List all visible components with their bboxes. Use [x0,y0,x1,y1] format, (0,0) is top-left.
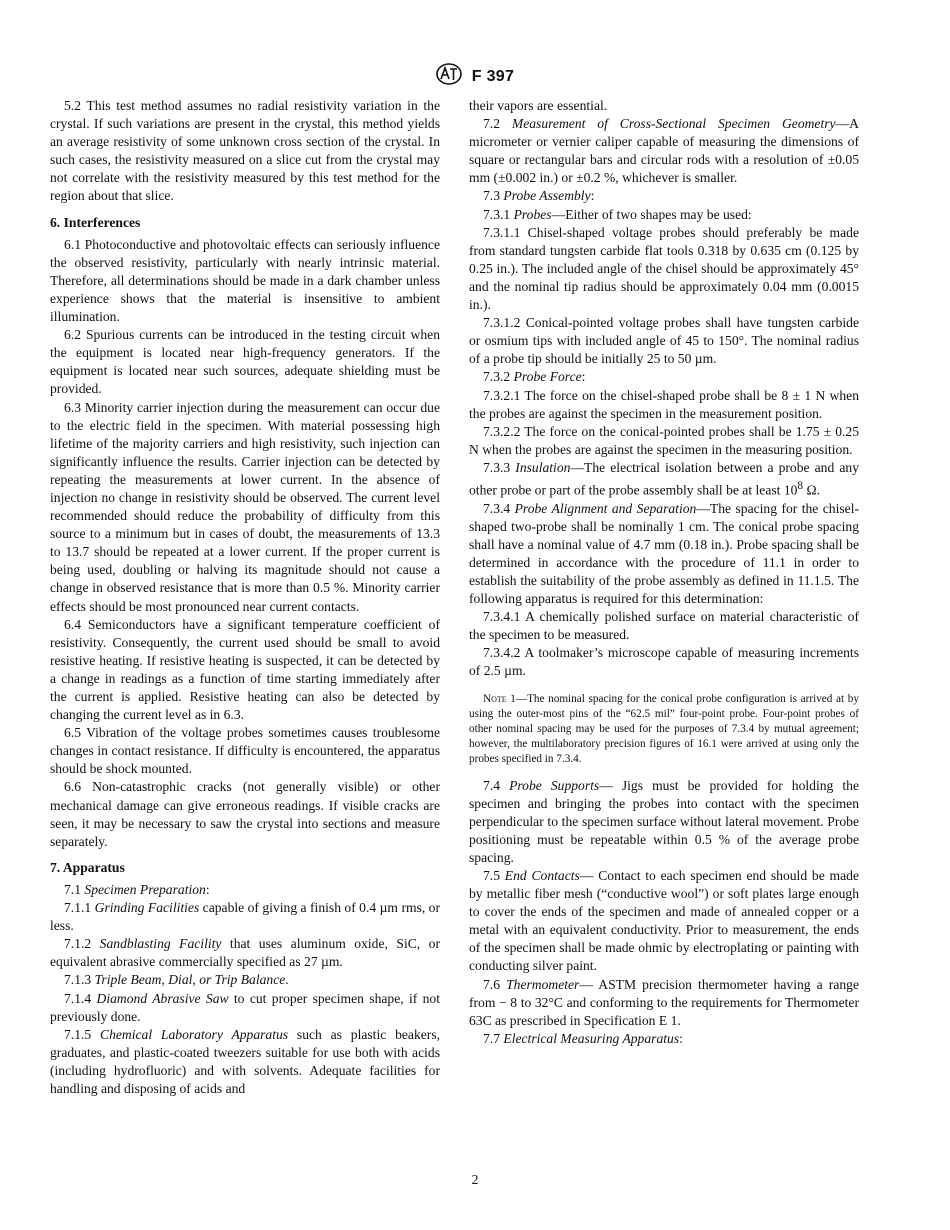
paragraph-5-2: 5.2 This test method assumes no radial resistivity variation in the crystal. If such variations are present in the crystal, this method yields an average resistivity of some unknown cross section of the crystal. In such cases, the resistivity measured on a slice cut from the crystal may not correlate with the resistivity measured by this test method for the region about that slice. [50,98,440,204]
paragraph-7-3-2-2: 7.3.2.2 The force on the conical-pointed probes shall be 1.75 ± 0.25 N when the probes are against the specimen in the measuring position. [469,423,859,457]
section-heading-6: 6. Interferences [50,214,141,230]
paragraph-7-3: 7.3 Probe Assembly: [483,188,595,204]
paragraph-7-5: 7.5 End Contacts— Contact to each specimen end should be made by metallic fiber mesh (“conductive wool”) or soft plates large enough to cover the ends of the specimen and made of annealed copper or a metal with an equivalent conductivity. Prior to measurement, the ends of the specimen shall be made ohmic by electroplating or painting with conducting silver paint. [469,868,859,974]
paragraph-6-3: 6.3 Minority carrier injection during the measurement can occur due to the electric field in the specimen. With material possessing high lifetime of the majority carriers and high resistivity, such injection can significantly influence the results. Carrier injection can be detected by repeating the measurements at lower current. In the absence of injection no change in resistivity should be observed. The current level recommended should reduce the probability of difficulty from this source to a minimum but in cases of doubt, the measurements of 13.3 to 13.7 should be repeated at a lower current. If the proper current is being used, doubling or halving its magnitude should not cause a change in observed resistance that is more than 0.5 %. Minority carrier effects should be most pronounced near current contacts. [50,399,440,614]
paragraph-6-2: 6.2 Spurious currents can be introduced in the testing circuit when the equipment is located near high-frequency generators. If the equipment is located near such sources, adequate shielding must be provided. [50,327,440,397]
paragraph-7-3-4: 7.3.4 Probe Alignment and Separation—The spacing for the chisel-shaped two-probe shall be nominally 1 cm. The conical probe spacing shall have a nominal value of 4.7 mm (0.18 in.). Probe spacing shall be determined in accordance with the procedure of 11.1 in order to establish the suitability of the probe assembly as defined in 11.1.5. The following apparatus is required for this determination: [469,500,859,607]
paragraph-7-3-1: 7.3.1 Probes—Either of two shapes may be used: [483,206,752,222]
paragraph-6-5: 6.5 Vibration of the voltage probes sometimes causes troublesome changes in contact resistance. If difficulty is encountered, the apparatus should be shock mounted. [50,725,440,777]
paragraph-6-1: 6.1 Photoconductive and photovoltaic effects can seriously influence the observed resistivity, particularly with nearly intrinsic material. Therefore, all determinations should be made in a dark chamber unless experience shows that the material is insensitive to ambient illumination. [50,236,440,325]
paragraph-7-3-3: 7.3.3 Insulation—The electrical isolation between a probe and any other probe or part of the probe assembly shall be at least $10^8$ Ω. [469,459,859,498]
paragraph-7-3-1-2: 7.3.1.2 Conical-pointed voltage probes shall have tungsten carbide or osmium tips with included angle of 45 to 150°. The nominal radius of a probe tip should be initially 25 to 50 µm. [469,315,859,367]
paragraph-7-1-3: 7.1.3 Triple Beam, Dial, or Trip Balance. [64,972,289,988]
paragraph-7-3-2: 7.3.2 Probe Force: [483,369,586,385]
paragraph-7-6: 7.6 Thermometer— ASTM precision thermometer having a range from − 8 to 32°C and conforming to the requirements for Thermometer 63C as prescribed in Specification E 1. [469,976,859,1028]
page-number: 2 [471,1172,479,1187]
paragraph-7-3-2-1: 7.3.2.1 The force on the chisel-shaped probe shall be 8 ± 1 N when the probes are against the specimen in the measurement position. [469,387,859,421]
paragraph-6-4: 6.4 Semiconductors have a significant temperature coefficient of resistivity. Consequently, the current used should be small to avoid resistive heating. If resistive heating is suspected, it can be detected by a change in readings as a function of time starting immediately after the current is applied. Resistive heating can also be detected by changing the current level as in 6.3. [50,616,440,723]
paragraph-7-7: 7.7 Electrical Measuring Apparatus: [483,1030,683,1046]
left-column [50,97,440,1098]
paragraph-7-3-4-2: 7.3.4.2 A toolmaker’s microscope capable of measuring increments of 2.5 µm. [469,645,859,679]
paragraph-7-4: 7.4 Probe Supports— Jigs must be provided for holding the specimen and bringing the probes into contact with the specimen perpendicular to the specimen surface without lateral movement. Probe positioning must be repeatable within 0.5 % of the average probe spacing. [469,777,859,865]
paragraph-continuation: their vapors are essential. [469,98,608,113]
paragraph-7-2: 7.2 Measurement of Cross-Sectional Specimen Geometry—A micrometer or vernier caliper capable of measuring the dimensions of square or rectangular bars and circular rods with a resolution of ±0.05 mm (±0.002 in.) or ±0.2 %, whichever is smaller. [469,116,859,186]
paragraph-7-3-4-1: 7.3.4.1 A chemically polished surface on material characteristic of the specimen to be measured. [469,609,859,643]
paragraph-7-1-4: 7.1.4 Diamond Abrasive Saw to cut proper specimen shape, if not previously done. [50,990,440,1024]
paragraph-6-6: 6.6 Non-catastrophic cracks (not generally visible) or other mechanical damage can give erroneous readings. If visible cracks are seen, it may be necessary to saw the crystal into sections and measure separately. [50,779,440,849]
page-header [0,63,950,90]
right-column [469,97,859,1048]
astm-logo-icon [436,63,462,90]
paragraph-7-1-1: 7.1.1 Grinding Facilities capable of giving a finish of 0.4 µm rms, or less. [50,900,440,934]
paragraph-7-1-5: 7.1.5 Chemical Laboratory Apparatus such as plastic beakers, graduates, and plastic-coated tweezers suitable for use both with acids (including hydrofluoric) and with solvents. Adequate facilities for handling and disposing of acids and [50,1026,441,1096]
standard-designation: F 397 [471,67,515,85]
paragraph-7-1-2: 7.1.2 Sandblasting Facility that uses aluminum oxide, SiC, or equivalent abrasive commercially specified as 27 µm. [50,936,440,970]
section-heading-7: 7. Apparatus [50,859,125,875]
note-1: Note 1—The nominal spacing for the conical probe configuration is arrived at by using the outer-most pins of the “62.5 mil” four-point probe. Four-point probes of other nominal spacing may be used for the purposes of 7.3.4 by mutual agreement; however, the multilaboratory precision figures of 16.1 were arrived at using only the probes specified in 7.3.4. [469,692,859,766]
paragraph-7-3-1-1: 7.3.1.1 Chisel-shaped voltage probes should preferably be made from standard tungsten carbide flat tools 0.318 by 0.635 cm (0.125 by 0.25 in.). The included angle of the chisel should be approximately 45° and the nominal tip radius should be approximately 0.04 mm (0.0015 in.). [469,224,859,313]
paragraph-7-1: 7.1 Specimen Preparation: [64,881,210,897]
